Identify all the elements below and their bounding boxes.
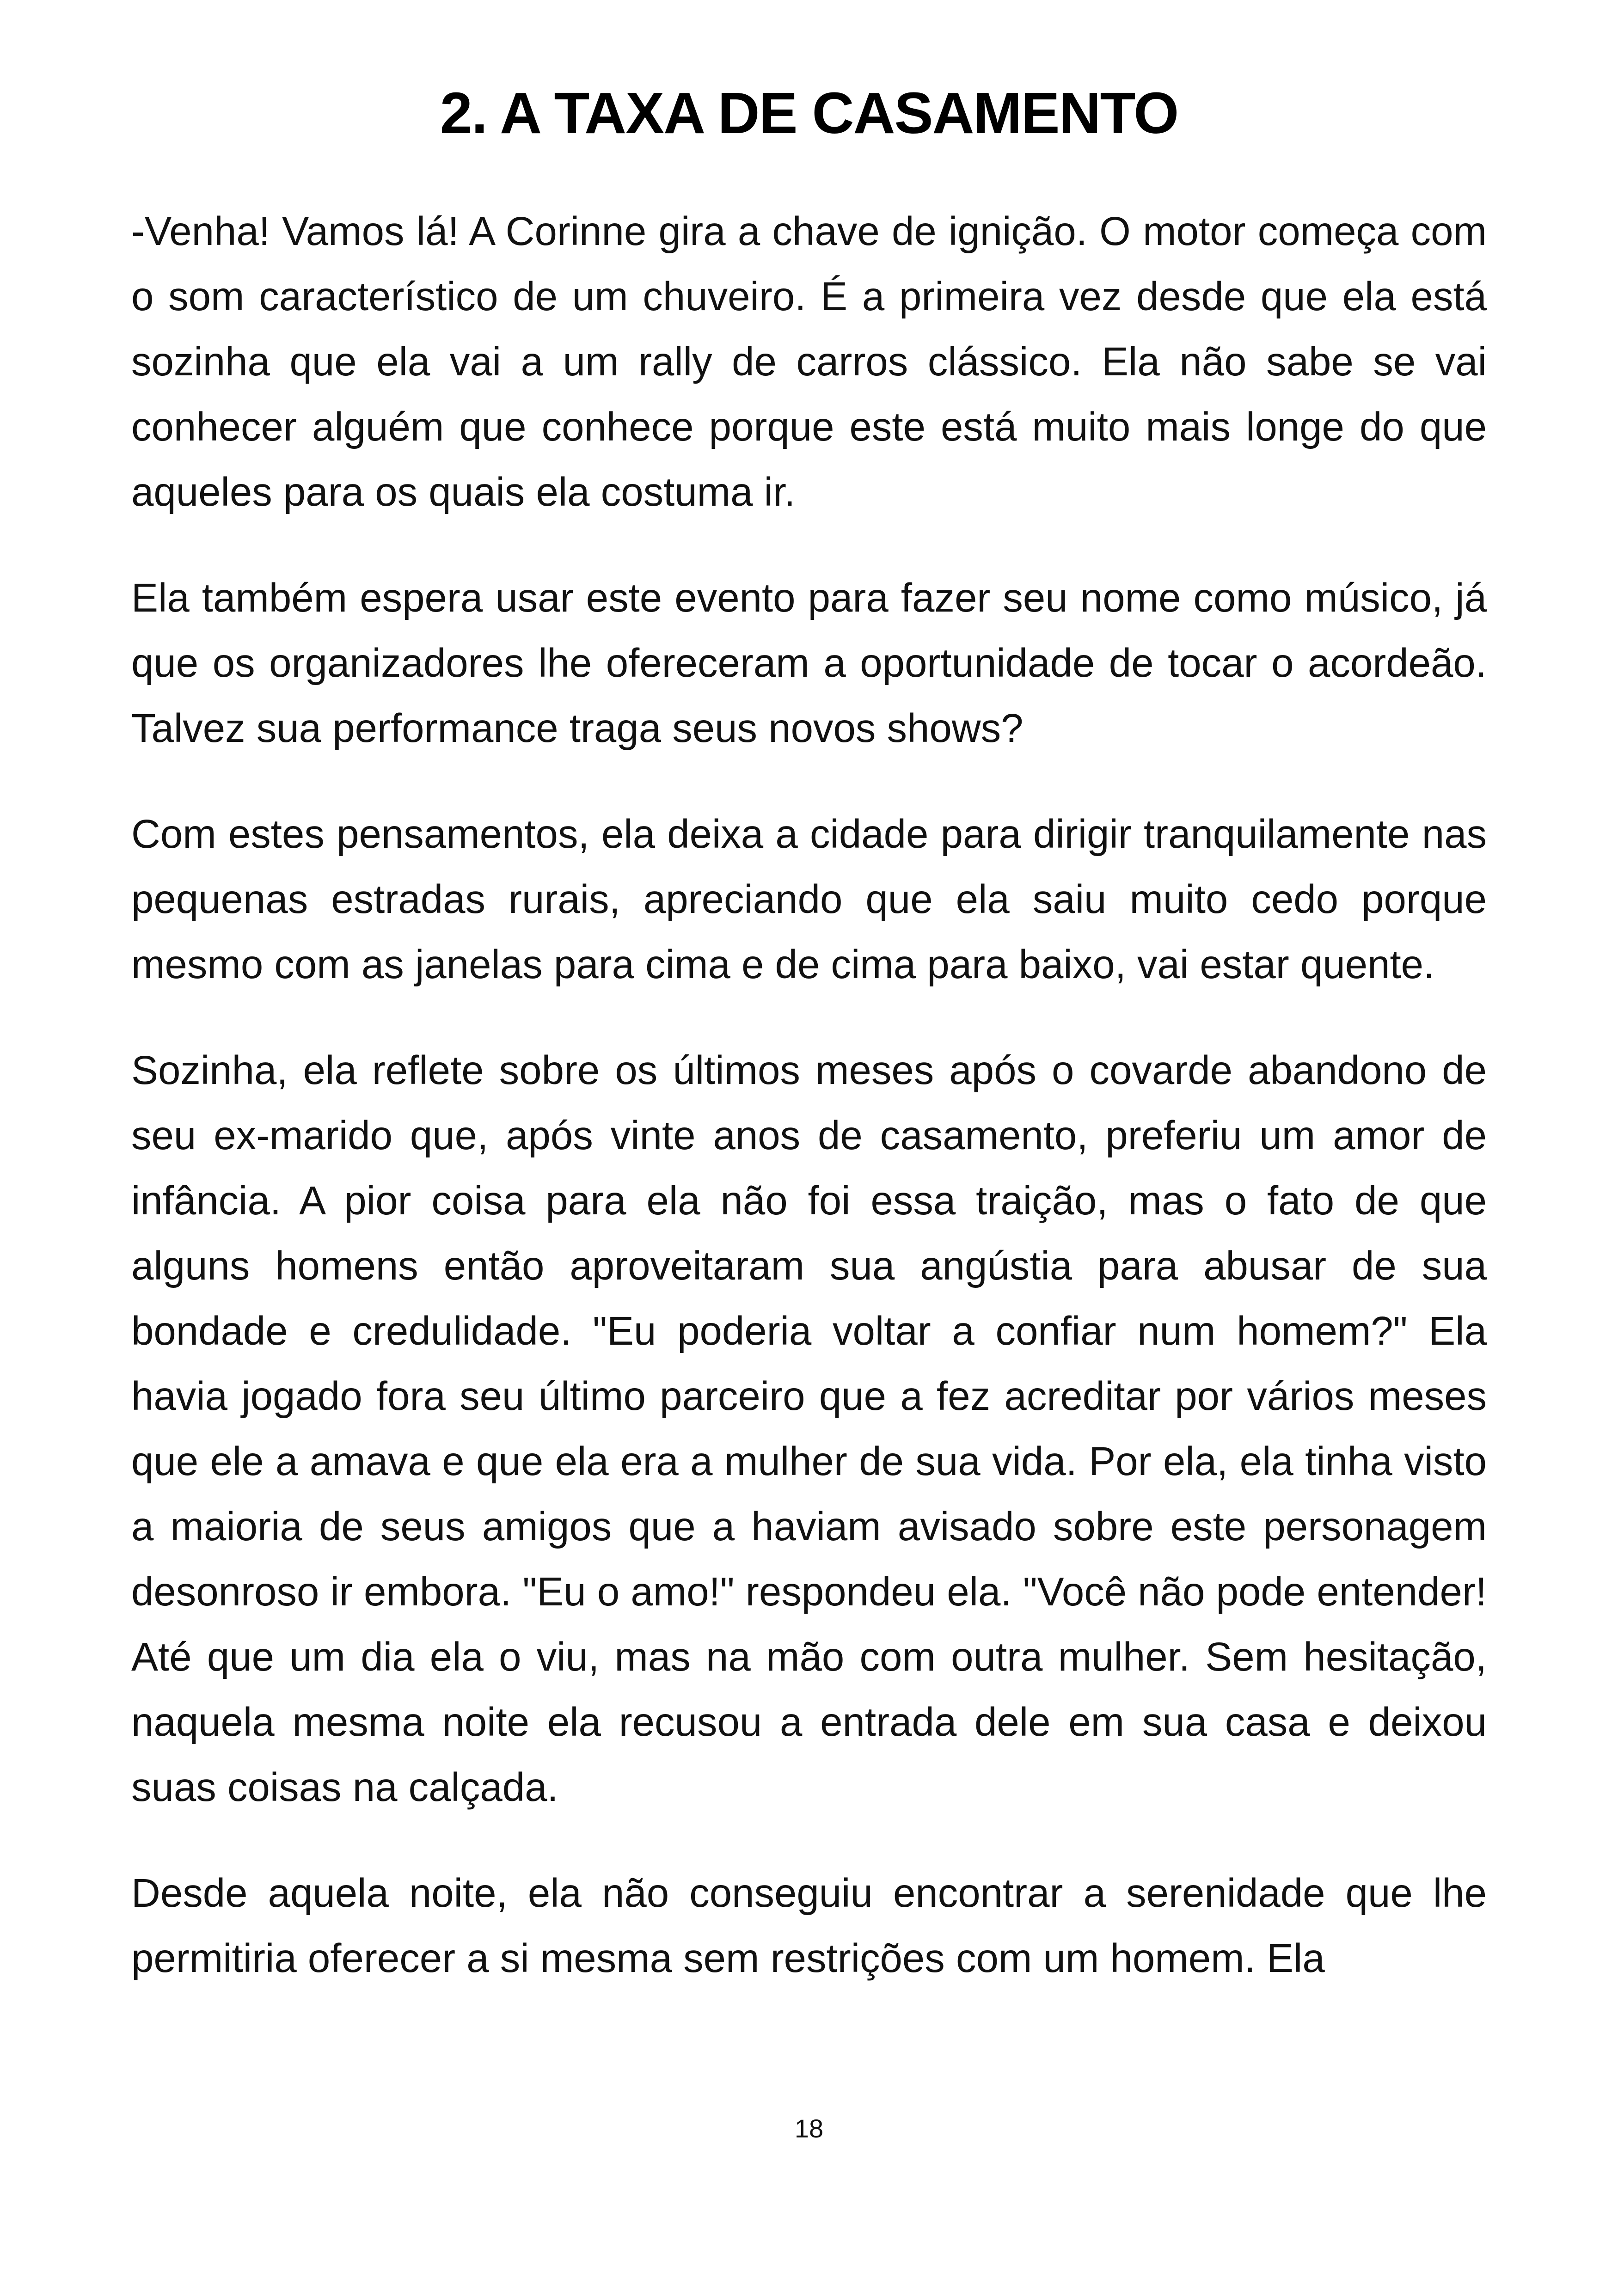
paragraph-3: Com estes pensamentos, ela deixa a cidade para dirigir tranquilamente nas pequenas estradas rurais, apreciando que ela saiu muito cedo porque mesmo com as janelas para cima e de cima para baixo, vai estar quente. [131, 812, 1487, 987]
body-text [131, 199, 1487, 2032]
paragraph-4: Sozinha, ela reflete sobre os últimos meses após o covarde abandono de seu ex-marido que, após vinte anos de casamento, preferiu um amor de infância. A pior coisa para ela não foi essa traição, mas o fato de que alguns homens então aproveitaram sua angústia para abusar de sua bondade e credulidade. "Eu poderia voltar a confiar num homem?" Ela havia jogado fora seu último parceiro que a fez acreditar por vários meses que ele a amava e que ela era a mulher de sua vida. Por ela, ela tinha visto a maioria de seus amigos que a haviam avisado sobre este personagem desonroso ir embora. "Eu o amo!" respondeu ela. "Você não pode entender! Até que um dia ela o viu, mas na mão com outra mulher. Sem hesitação, naquela mesma noite ela recusou a entrada dele em sua casa e deixou suas coisas na calçada. [131, 1048, 1487, 1810]
chapter-title: 2. A TAXA DE CASAMENTO [440, 80, 1178, 146]
page-number: 18 [794, 2114, 824, 2143]
paragraph-1: -Venha! Vamos lá! A Corinne gira a chave de ignição. O motor começa com o som característico de um chuveiro. É a primeira vez desde que ela está sozinha que ela vai a um rally de carros clássico. Ela não sabe se vai conhecer alguém que conhece porque este está muito mais longe do que aqueles para os quais ela costuma ir. [131, 209, 1487, 514]
paragraph-2: Ela também espera usar este evento para fazer seu nome como músico, já que os organizadores lhe ofereceram a oportunidade de tocar o acordeão. Talvez sua performance traga seus novos shows? [131, 576, 1487, 751]
paragraph-5: Desde aquela noite, ela não conseguiu encontrar a serenidade que lhe permitiria oferecer a si mesma sem restrições com um homem. Ela [131, 1871, 1487, 1981]
